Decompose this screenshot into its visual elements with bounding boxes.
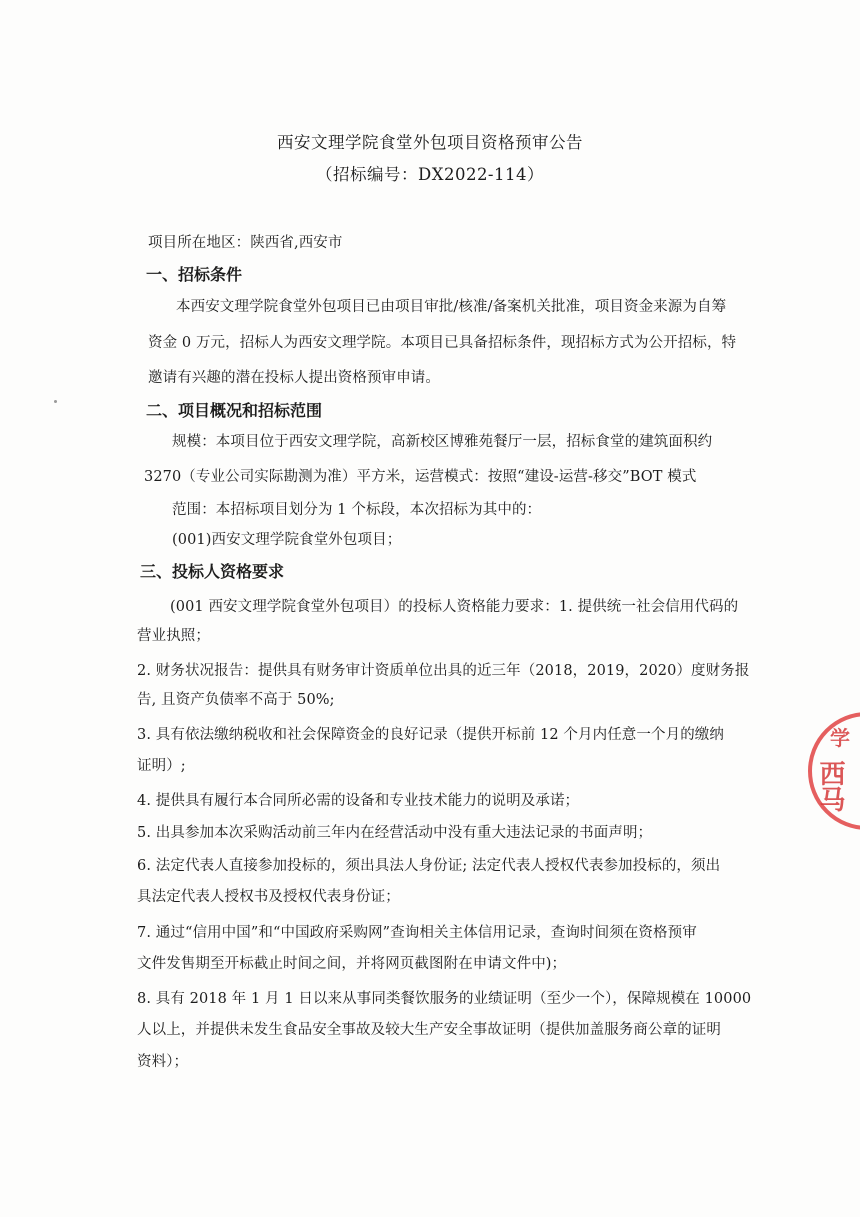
list-item: 证明）;	[137, 758, 186, 774]
paragraph-line: (001 西安文理学院食堂外包项目）的投标人资格能力要求：1. 提供统一社会信用代码的	[170, 599, 739, 615]
paragraph-line: 3270（专业公司实际勘测为准）平方米，运营模式：按照“建设-运营-移交”BOT 模式	[144, 469, 697, 485]
list-item: 7. 通过“信用中国”和“中国政府采购网”查询相关主体信用记录，查询时间须在资格预审	[137, 925, 697, 941]
list-item: 告, 且资产负债率不高于 50%;	[137, 692, 335, 708]
list-item: 文件发售期至开标截止时间之间，并将网页截图附在申请文件中)；	[137, 956, 567, 972]
bid-number: （招标编号：DX2022-114）	[315, 165, 545, 184]
scan-speck	[54, 400, 57, 403]
seal-fragment-top: 学	[830, 726, 850, 750]
section-heading-2: 二、项目概况和招标范围	[146, 401, 323, 420]
paragraph-line: 邀请有兴趣的潜在投标人提出资格预审申请。	[148, 370, 440, 386]
list-item: 8. 具有 2018 年 1 月 1 日以来从事同类餐饮服务的业绩证明（至少一个），保障规模在 10000	[137, 991, 752, 1007]
list-item: 5. 出具参加本次采购活动前三年内在经营活动中没有重大违法记录的书面声明；	[137, 825, 653, 841]
paragraph-line: 营业执照；	[137, 628, 210, 644]
document-title: 西安文理学院食堂外包项目资格预审公告	[277, 133, 583, 152]
list-item: 资料）；	[137, 1054, 189, 1070]
paragraph-line: 范围：本招标项目划分为 1 个标段，本次招标为其中的：	[172, 502, 542, 518]
section-heading-1: 一、招标条件	[146, 265, 243, 284]
paragraph-line: 规模：本项目位于西安文理学院，高新校区博雅苑餐厅一层，招标食堂的建筑面积约	[172, 434, 713, 450]
list-item: 4. 提供具有履行本合同所必需的设备和专业技术能力的说明及承诺；	[137, 793, 580, 809]
section-heading-3: 三、投标人资格要求	[140, 562, 285, 581]
project-region: 项目所在地区：陕西省,西安市	[148, 235, 343, 251]
paragraph-line: 本西安文理学院食堂外包项目已由项目审批/核准/备案机关批准，项目资金来源为自筹	[176, 299, 727, 315]
paragraph-line: 资金 0 万元，招标人为西安文理学院。本项目已具备招标条件，现招标方式为公开招标，特	[148, 335, 737, 351]
paragraph-line: (001)西安文理学院食堂外包项目；	[172, 532, 402, 548]
list-item: 人以上，并提供未发生食品安全事故及较大生产安全事故证明（提供加盖服务商公章的证明	[137, 1022, 721, 1038]
list-item: 具法定代表人授权书及授权代表身份证；	[137, 889, 400, 905]
seal-fragment-text: 西马	[815, 760, 845, 812]
list-item: 2. 财务状况报告：提供具有财务审计资质单位出具的近三年（2018，2019，2020）度财务报	[137, 663, 750, 679]
list-item: 3. 具有依法缴纳税收和社会保障资金的良好记录（提供开标前 12 个月内任意一个月的缴纳	[137, 727, 725, 743]
list-item: 6. 法定代表人直接参加投标的，须出具法人身份证; 法定代表人授权代表参加投标的，须出	[137, 858, 721, 874]
